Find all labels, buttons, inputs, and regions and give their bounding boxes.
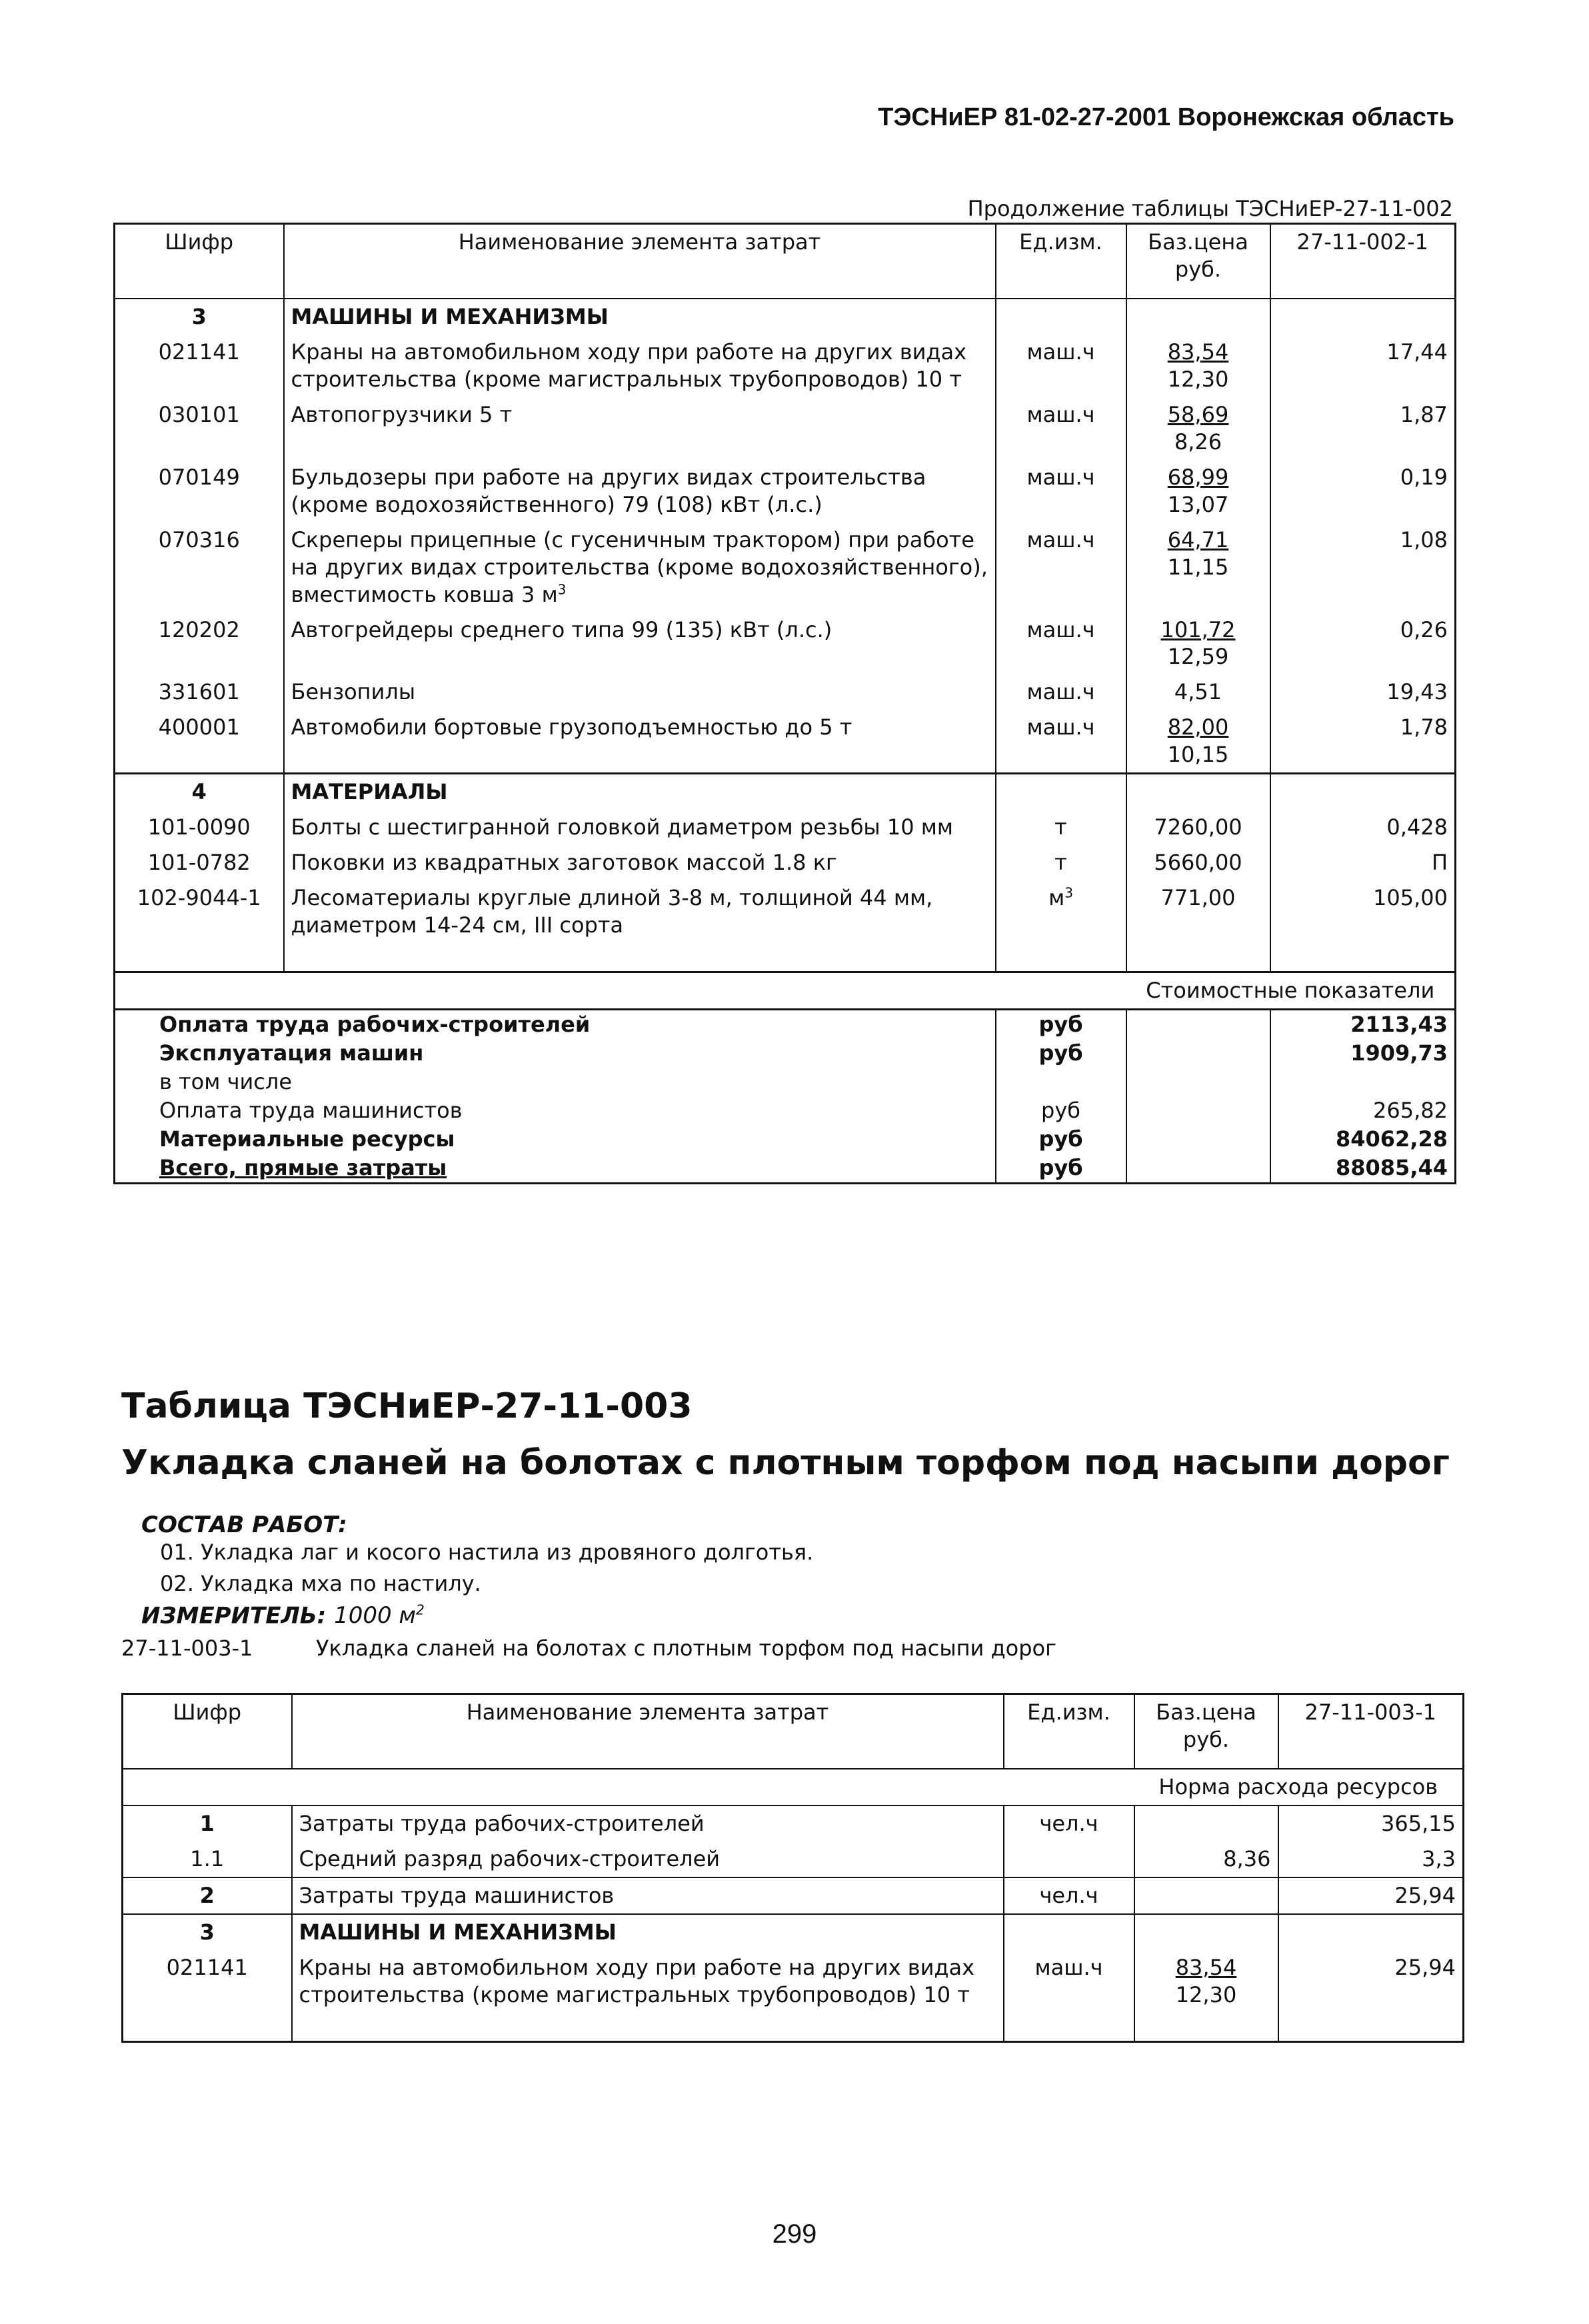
page-number: 299: [772, 2219, 817, 2249]
table-row: [115, 845, 1456, 880]
resource-table-27-11-003: [121, 1693, 1464, 2043]
row-unit: [1004, 1841, 1134, 1877]
row-name: [284, 612, 996, 675]
row-value: 17,44: [1270, 335, 1456, 397]
row-unit-text: м: [1048, 885, 1065, 911]
row-name-text: Автопогрузчики 5 т: [291, 401, 513, 427]
cost-unit: руб: [996, 1154, 1126, 1183]
row-name: Затраты труда машинистов: [292, 1877, 1004, 1914]
cost-row: [115, 1068, 1456, 1096]
row-price: 7260,00: [1126, 810, 1270, 845]
row-code: 101-0090: [147, 814, 251, 840]
section-row: [123, 1914, 1464, 1950]
row-name-text: Бензопилы: [291, 679, 416, 705]
row-name: Поковки из квадратных заготовок массой 1.8 кг: [284, 845, 996, 880]
row-name: Болты с шестигранной головкой диаметром резьбы 10 мм: [284, 810, 996, 845]
row-code: 021141: [166, 1954, 248, 1980]
row-name: [284, 523, 996, 612]
cost-label-row: [115, 972, 1456, 1010]
price-main: 4,51: [1174, 679, 1222, 705]
row-unit: маш.ч: [1004, 1950, 1134, 2013]
row-value: 25,94: [1278, 1950, 1464, 2013]
price-main: 83,54: [1175, 1954, 1237, 1980]
row-price: [1126, 523, 1270, 612]
norm-label-row: [123, 1769, 1464, 1805]
col-name-header: Наименование элемента затрат: [284, 224, 996, 299]
cost-price-empty: [1126, 1154, 1270, 1183]
cost-unit: руб: [996, 1010, 1126, 1039]
cost-unit: руб: [996, 1039, 1126, 1068]
price-main: 83,54: [1167, 339, 1229, 365]
price-sub: 11,15: [1167, 554, 1229, 580]
row-value: 3,3: [1278, 1841, 1464, 1877]
price-sub: 10,15: [1167, 742, 1229, 768]
col-code-header: Шифр: [115, 224, 284, 299]
cost-name: Эксплуатация машин: [159, 1040, 424, 1066]
row-code: 101-0782: [147, 850, 251, 876]
row-value: 0,428: [1270, 810, 1456, 845]
table-row: [115, 710, 1456, 773]
work-item: 02. Укладка мха по настилу.: [160, 1571, 481, 1596]
row-value: 365,15: [1278, 1805, 1464, 1841]
cost-row: [115, 1154, 1456, 1183]
row-price: [1126, 397, 1270, 460]
row-code: 2: [123, 1877, 292, 1914]
section-title: МАТЕРИАЛЫ: [284, 774, 996, 810]
cost-group: [115, 1010, 1456, 1184]
section-row: [115, 299, 1456, 335]
cost-row: [115, 1039, 1456, 1068]
price-sub: 8,26: [1174, 429, 1222, 455]
cost-name: Материальные ресурсы: [159, 1126, 455, 1152]
row-value: П: [1270, 845, 1456, 880]
norm-name: Укладка сланей на болотах с плотным торфом под насыпи дорог: [316, 1636, 1056, 1661]
row-value: 105,00: [1270, 880, 1456, 943]
table-title: Таблица ТЭСНиЕР-27-11-003: [121, 1386, 693, 1426]
row-code: 400001: [158, 714, 240, 740]
row-code: 1: [123, 1805, 292, 1841]
row-name: Затраты труда рабочих-строителей: [292, 1805, 1004, 1841]
row-code: 070316: [158, 527, 240, 553]
row-value: 19,43: [1270, 674, 1456, 710]
name-sup: 3: [557, 581, 567, 597]
cost-unit: руб: [996, 1096, 1126, 1125]
price-header-line2: руб.: [1182, 1726, 1230, 1752]
row-name: [284, 397, 996, 460]
norm-code: 27-11-003-1: [121, 1636, 253, 1661]
table-row: [115, 810, 1456, 845]
row-name: [284, 710, 996, 773]
row-price: [1126, 460, 1270, 523]
cost-name: Оплата труда рабочих-строителей: [115, 1010, 996, 1039]
cost-row: [115, 1125, 1456, 1154]
table-header-row: [115, 224, 1456, 299]
materials-group: [115, 810, 1456, 972]
row-unit: маш.ч: [996, 710, 1126, 773]
row-value: 0,19: [1270, 460, 1456, 523]
row-name: Краны на автомобильном ходу при работе на других видах строительства (кроме магистральных трубопроводов) 10 т: [292, 1950, 1004, 2013]
cost-price-empty: [1126, 1068, 1270, 1096]
col-norm-header: 27-11-002-1: [1270, 224, 1456, 299]
cost-indicators-label: Стоимостные показатели: [1126, 972, 1456, 1010]
row-unit: [996, 810, 1126, 845]
row-price: [1134, 1950, 1278, 2013]
table-row: [115, 674, 1456, 710]
price-main: 58,69: [1167, 401, 1229, 427]
col-norm-header: 27-11-003-1: [1278, 1694, 1464, 1769]
resource-table-27-11-002: [113, 223, 1456, 1184]
table-row: [123, 1877, 1464, 1914]
cost-price-empty: [1126, 1010, 1270, 1039]
row-code: 120202: [158, 616, 240, 642]
table-header-row: [123, 1694, 1464, 1769]
price-main: 82,00: [1167, 714, 1229, 740]
col-code-header: Шифр: [173, 1700, 242, 1725]
meter-label: [141, 1602, 425, 1629]
col-unit-header: Ед.изм.: [996, 224, 1126, 299]
meter-label-text: ИЗМЕРИТЕЛЬ:: [141, 1602, 327, 1630]
col-price-header: [1134, 1694, 1278, 1769]
cost-value: 265,82: [1270, 1096, 1456, 1125]
price-sub: 12,30: [1175, 1981, 1237, 2007]
row-price: [1134, 1805, 1278, 1841]
meter-value-text: 1000 м: [334, 1602, 417, 1630]
row-code: 102-9044-1: [137, 885, 261, 911]
work-composition-label: СОСТАВ РАБОТ:: [141, 1512, 347, 1538]
row-code: 070149: [158, 464, 240, 490]
labor-group: [123, 1805, 1464, 1914]
row-unit: маш.ч: [996, 335, 1126, 397]
price-sub: 13,07: [1167, 491, 1229, 517]
cost-unit: руб: [996, 1125, 1126, 1154]
col-unit-header: Ед.изм.: [1004, 1694, 1134, 1769]
row-name-text: Бульдозеры при работе на других видах строительства (кроме водохозяйственного) 79 (108) кВт (л.с.): [291, 464, 926, 517]
price-header-line1: Баз.цена: [1148, 229, 1248, 255]
row-value: 25,94: [1278, 1877, 1464, 1914]
row-price: 771,00: [1126, 880, 1270, 943]
row-price: [1134, 1877, 1278, 1914]
price-sub: 12,59: [1167, 644, 1229, 670]
cost-value: 88085,44: [1270, 1154, 1456, 1183]
row-unit-text: т: [1054, 850, 1067, 876]
section-number: 3: [191, 304, 207, 329]
cost-price-empty: [1126, 1125, 1270, 1154]
price-main: 64,71: [1167, 527, 1229, 553]
row-name: [284, 335, 996, 397]
machines-group: [115, 335, 1456, 774]
row-price: [1126, 335, 1270, 397]
row-unit: маш.ч: [996, 397, 1126, 460]
row-unit: [996, 845, 1126, 880]
col-price-header: [1126, 224, 1270, 299]
row-unit: маш.ч: [996, 460, 1126, 523]
row-value: 0,26: [1270, 612, 1456, 675]
section-row: [115, 774, 1456, 810]
norm-consumption-label: Норма расхода ресурсов: [1134, 1769, 1464, 1805]
row-value: 1,78: [1270, 710, 1456, 773]
cost-value: 1909,73: [1270, 1039, 1456, 1068]
row-code: 331601: [158, 679, 240, 705]
row-price: 5660,00: [1126, 845, 1270, 880]
price-header-line1: Баз.цена: [1156, 1700, 1256, 1725]
table-row: [115, 880, 1456, 943]
row-price: 8,36: [1134, 1841, 1278, 1877]
cost-unit: [996, 1068, 1126, 1096]
table-row: [123, 1950, 1464, 2013]
table-row: [123, 1805, 1464, 1841]
row-name: [284, 460, 996, 523]
row-name: Лесоматериалы круглые длиной 3-8 м, толщиной 44 мм, диаметром 14-24 см, III сорта: [284, 880, 996, 943]
table-row: [115, 335, 1456, 397]
price-main: 68,99: [1167, 464, 1229, 490]
row-code: 030101: [158, 401, 240, 427]
row-unit: чел.ч: [1004, 1805, 1134, 1841]
cost-name: Всего, прямые затраты: [159, 1154, 447, 1180]
unit-sup: 3: [1064, 884, 1073, 901]
page-header: ТЭСНиЕР 81-02-27-2001 Воронежская область: [878, 103, 1454, 131]
table-row: [115, 612, 1456, 675]
table-row: [123, 1841, 1464, 1877]
row-unit: маш.ч: [996, 523, 1126, 612]
row-name: Средний разряд рабочих-строителей: [292, 1841, 1004, 1877]
cost-value: [1270, 1068, 1456, 1096]
row-name-text: Автогрейдеры среднего типа 99 (135) кВт (л.с.): [291, 616, 832, 642]
meter-value: [334, 1602, 425, 1629]
price-sub: 12,30: [1167, 366, 1229, 392]
row-value: 1,08: [1270, 523, 1456, 612]
row-unit: чел.ч: [1004, 1877, 1134, 1914]
cost-price-empty: [1126, 1096, 1270, 1125]
row-unit-text: т: [1054, 814, 1067, 840]
section-number: 3: [123, 1914, 292, 1950]
cost-value: 2113,43: [1270, 1010, 1456, 1039]
row-price: [1126, 674, 1270, 710]
section-number: 4: [115, 774, 284, 810]
row-name-text: Автомобили бортовые грузоподъемностью до 5 т: [291, 714, 852, 740]
continuation-label: Продолжение таблицы ТЭСНиЕР-27-11-002: [967, 196, 1453, 221]
cost-price-empty: [1126, 1039, 1270, 1068]
row-name: [284, 674, 996, 710]
col-name-header: Наименование элемента затрат: [292, 1694, 1004, 1769]
row-unit: [996, 880, 1126, 943]
cost-row: [115, 1010, 1456, 1039]
cost-name: в том числе: [159, 1068, 292, 1094]
row-price: [1126, 612, 1270, 675]
section-title: МАШИНЫ И МЕХАНИЗМЫ: [292, 1914, 1004, 1950]
meter-sup: 2: [416, 1602, 425, 1618]
row-price: [1126, 710, 1270, 773]
row-value: 1,87: [1270, 397, 1456, 460]
section-title: МАШИНЫ И МЕХАНИЗМЫ: [284, 299, 996, 335]
price-main: 101,72: [1160, 616, 1236, 642]
table-row: [115, 523, 1456, 612]
table-row: [115, 397, 1456, 460]
price-header-line2: руб.: [1174, 256, 1222, 282]
cost-row: [115, 1096, 1456, 1125]
work-item: 01. Укладка лаг и косого настила из дровяного долготья.: [160, 1540, 814, 1565]
table-row: [115, 460, 1456, 523]
cost-name: Оплата труда машинистов: [159, 1097, 463, 1123]
row-unit: маш.ч: [996, 612, 1126, 675]
cost-value: 84062,28: [1270, 1125, 1456, 1154]
row-code: 021141: [158, 339, 240, 365]
row-name-text: Краны на автомобильном ходу при работе на других видах строительства (кроме магистральных трубопроводов) 10 т: [291, 339, 967, 392]
row-code: 1.1: [190, 1845, 225, 1871]
row-name-text: Скреперы прицепные (с гусеничным трактором) при работе на других видах строительства (кроме водохозяйственного), вместимость ковша 3 м: [291, 527, 988, 607]
table-subtitle: Укладка сланей на болотах с плотным торфом под насыпи дорог: [121, 1443, 1450, 1483]
row-unit: маш.ч: [996, 674, 1126, 710]
